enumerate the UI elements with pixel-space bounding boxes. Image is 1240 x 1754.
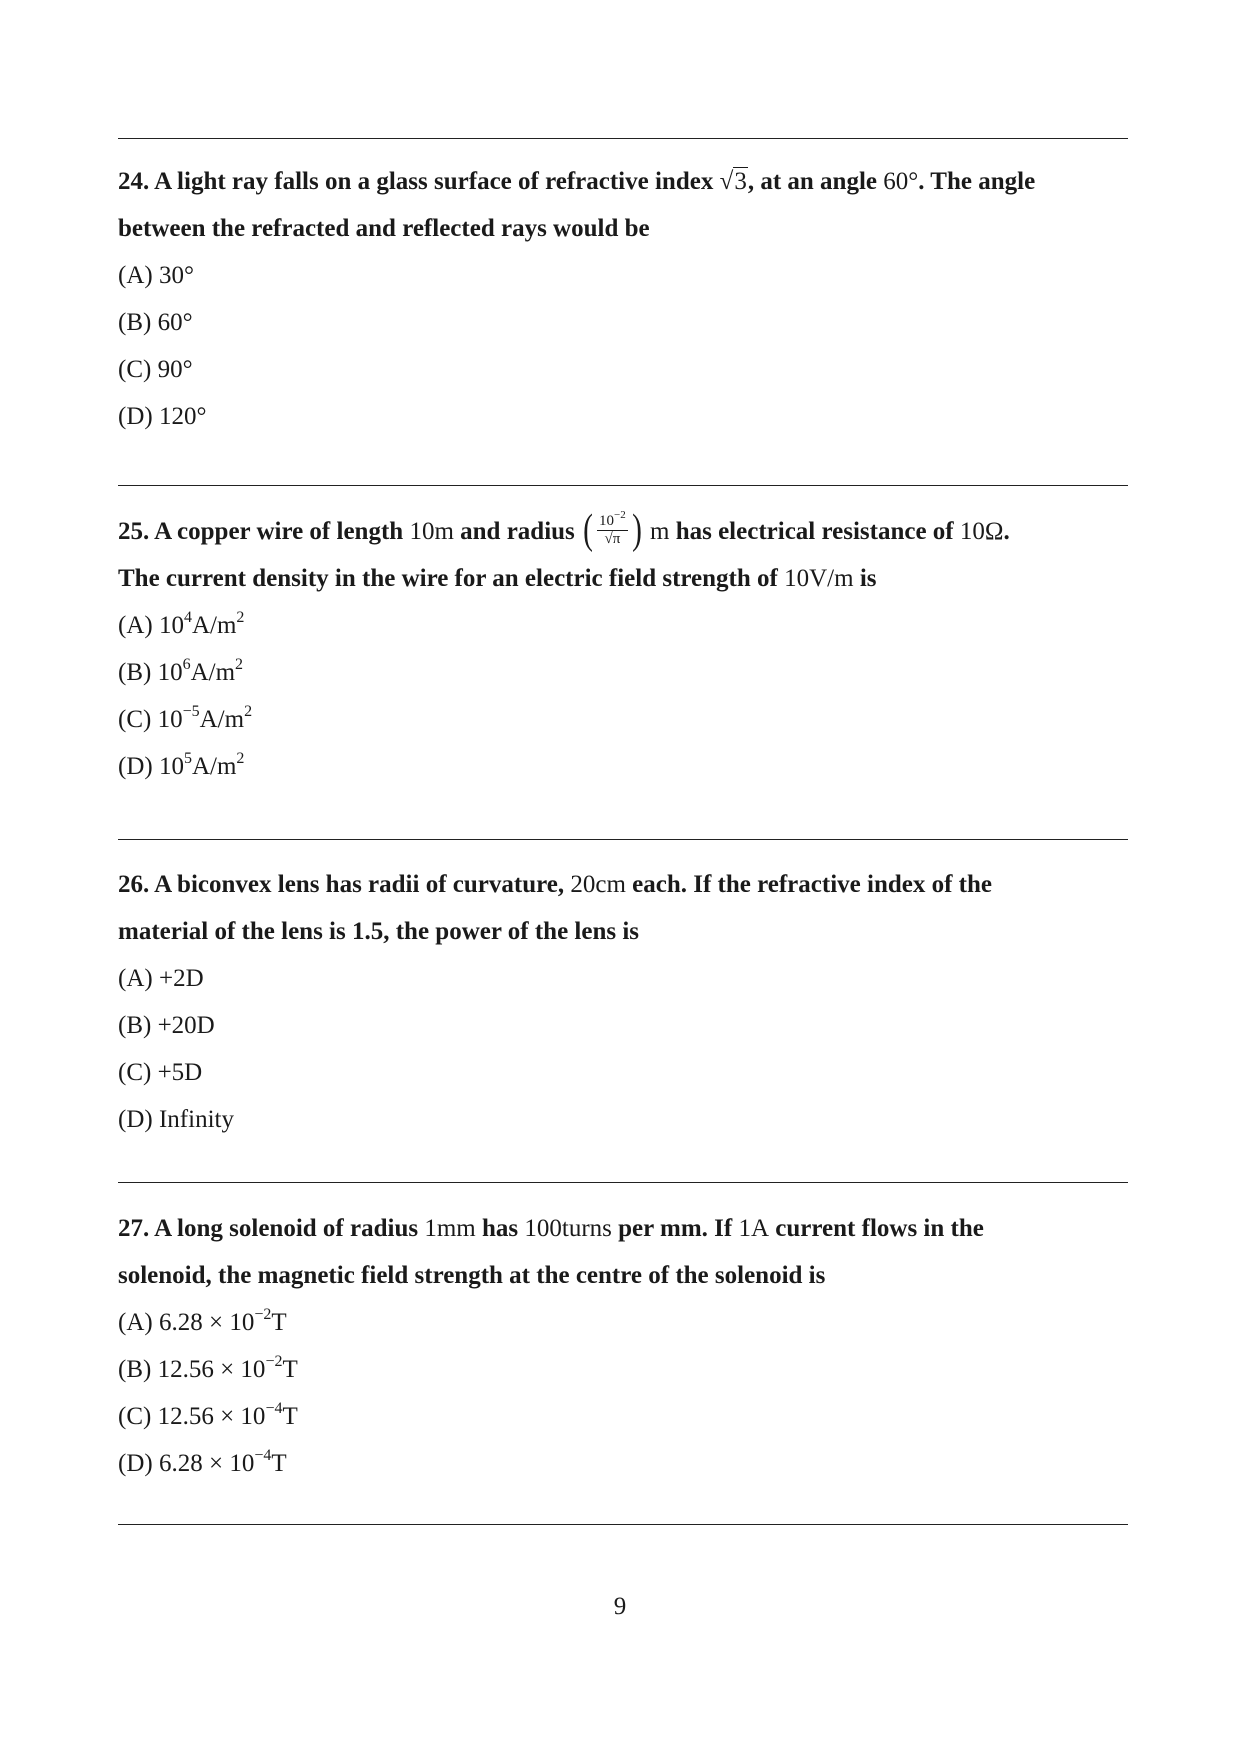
- radius-fraction: ( $\frac{10^{-2}}{√\pi}$ ): [583, 507, 642, 554]
- divider: [118, 485, 1128, 486]
- option-c: (C) $12.56 \times 10^{-4}T$: [118, 1399, 298, 1430]
- option-c: (C) 90°: [118, 356, 193, 383]
- options-list: [118, 955, 1128, 1143]
- option-d: (D) 120°: [118, 403, 207, 430]
- option-a: (A) $10^4A/m^2$: [118, 608, 245, 639]
- divider: [118, 839, 1128, 840]
- option-b: (B) $12.56 \times 10^{-2}T$: [118, 1352, 298, 1383]
- divider: [118, 1182, 1128, 1183]
- option-d: (D) $6.28 \times 10^{-4}T$: [118, 1446, 287, 1477]
- options-list: [118, 1299, 1128, 1487]
- divider: [118, 1524, 1128, 1525]
- option-d: (D) Infinity: [118, 1106, 234, 1133]
- option-a: (A) $6.28 \times 10^{-2}T$: [118, 1305, 287, 1336]
- question-stem: 27. A long solenoid of radius 1mm has 100turns per mm. If 1A current flows in the solenoid, the magnetic field strength at the centre of the solenoid is: [118, 1215, 984, 1289]
- question-27: [118, 1205, 1128, 1487]
- option-c: (C) +5D: [118, 1059, 203, 1086]
- option-b: (B) +20D: [118, 1012, 215, 1039]
- options-list: [118, 602, 1128, 790]
- options-list: [118, 252, 1128, 440]
- option-c: (C) $10^{-5}A/m^2$: [118, 702, 253, 733]
- option-b: (B) $10^6A/m^2$: [118, 655, 244, 686]
- question-24: [118, 158, 1128, 440]
- option-b: (B) 60°: [118, 309, 193, 336]
- divider: [118, 138, 1128, 139]
- sqrt-expression: √3: [719, 168, 747, 195]
- question-stem: 25. A copper wire of length 10m and radius ( $\frac{10^{-2}}{√\pi}$ ) m has electrical resistance of 10Ω. The current density in the wire for an electric field strength of 10V/m is: [118, 507, 1010, 592]
- option-a: (A) +2D: [118, 965, 204, 992]
- page-number: 9: [613, 1593, 627, 1620]
- question-stem: 26. A biconvex lens has radii of curvature, 20cm each. If the refractive index of the material of the lens is 1.5, the power of the lens is: [118, 871, 992, 945]
- question-26: [118, 861, 1128, 1143]
- option-d: (D) $10^5A/m^2$: [118, 749, 245, 780]
- question-25: [118, 508, 1128, 790]
- question-stem: 24. A light ray falls on a glass surface of refractive index √3, at an angle 60°. The angle between the refracted and reflected rays would be: [118, 168, 1036, 242]
- option-a: (A) 30°: [118, 262, 194, 289]
